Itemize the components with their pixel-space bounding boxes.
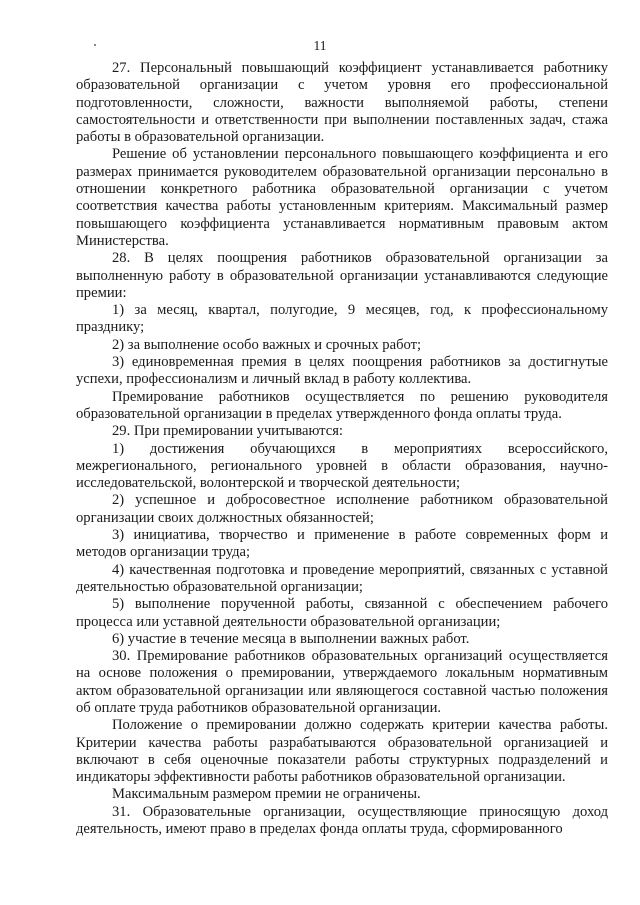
list-item-initiative: 3) инициатива, творчество и применение в работе современных форм и методов организации труда; (76, 527, 608, 561)
paragraph-max-bonus: Максимальным размером премии не ограничены. (112, 786, 421, 803)
document-body (76, 60, 608, 838)
paragraph-criteria: Положение о премировании должно содержать критерии качества работы. Критерии качества работы разрабатываются образовательной организацией и включают в себя оценочные показатели работы структурных подразделений и индикаторы эффективности работы работников образовательной организации. (76, 717, 608, 786)
list-item-duties: 2) успешное и добросовестное исполнение работником образовательной организации своих должностных обязанностей; (76, 492, 608, 526)
paragraph-30: 30. Премирование работников образовательных организаций осуществляется на основе положения о премировании, утверждаемого локальным нормативным актом образовательной организации или являющегося составной частью положения об оплате труда работников образовательной организации. (76, 648, 608, 716)
paragraph-27: 27. Персональный повышающий коэффициент устанавливается работнику образовательной организации с учетом уровня его профессиональной подготовленности, сложности, важности выполняемой работы, степени самостоятельности и ответственности при выполнении поставленных задач, стажа работы в образовательной организации. (76, 60, 608, 146)
list-item-bonus-period: 1) за месяц, квартал, полугодие, 9 месяцев, год, к профессиональному празднику; (76, 302, 608, 336)
list-item-achievements: 1) достижения обучающихся в мероприятиях всероссийского, межрегионального, регионального уровней в области образования, научно-исследовательской, волонтерской и творческой деятельности; (76, 440, 608, 492)
page-number: 11 (313, 38, 327, 53)
list-item-events: 4) качественная подготовка и проведение мероприятий, связанных с уставной деятельностью образовательной организации; (76, 561, 608, 595)
paragraph-31: 31. Образовательные организации, осуществляющие приносящую доход деятельность, имеют право в пределах фонда оплаты труда, сформированного (76, 803, 608, 838)
list-item-bonus-urgent: 2) за выполнение особо важных и срочных работ; (112, 336, 422, 353)
list-item-important-work: 6) участие в течение месяца в выполнении важных работ. (112, 630, 470, 647)
paragraph-29: 29. При премировании учитываются: (112, 423, 343, 440)
paragraph-coefficient-decision: Решение об установлении персонального повышающего коэффициента и его размерах принимается руководителем образовательной организации персонально в отношении конкретного работника образовательной организации с учетом соответствия качества работы установленным критериям. Максимальный размер повышающего коэффициента устанавливается нормативным правовым актом Министерства. (76, 146, 608, 249)
paragraph-bonus-decision: Премирование работников осуществляется по решению руководителя образовательной организации в пределах утвержденного фонда оплаты труда. (76, 388, 608, 422)
list-item-assigned-work: 5) выполнение порученной работы, связанной с обеспечением рабочего процесса или уставной деятельности образовательной организации; (76, 596, 608, 630)
list-item-bonus-onetime: 3) единовременная премия в целях поощрения работников за достигнутые успехи, профессионализм и личный вклад в работу коллектива. (76, 354, 608, 388)
paragraph-28: 28. В целях поощрения работников образовательной организации за выполненную работу в образовательной организации устанавливаются следующие премии: (76, 250, 608, 301)
